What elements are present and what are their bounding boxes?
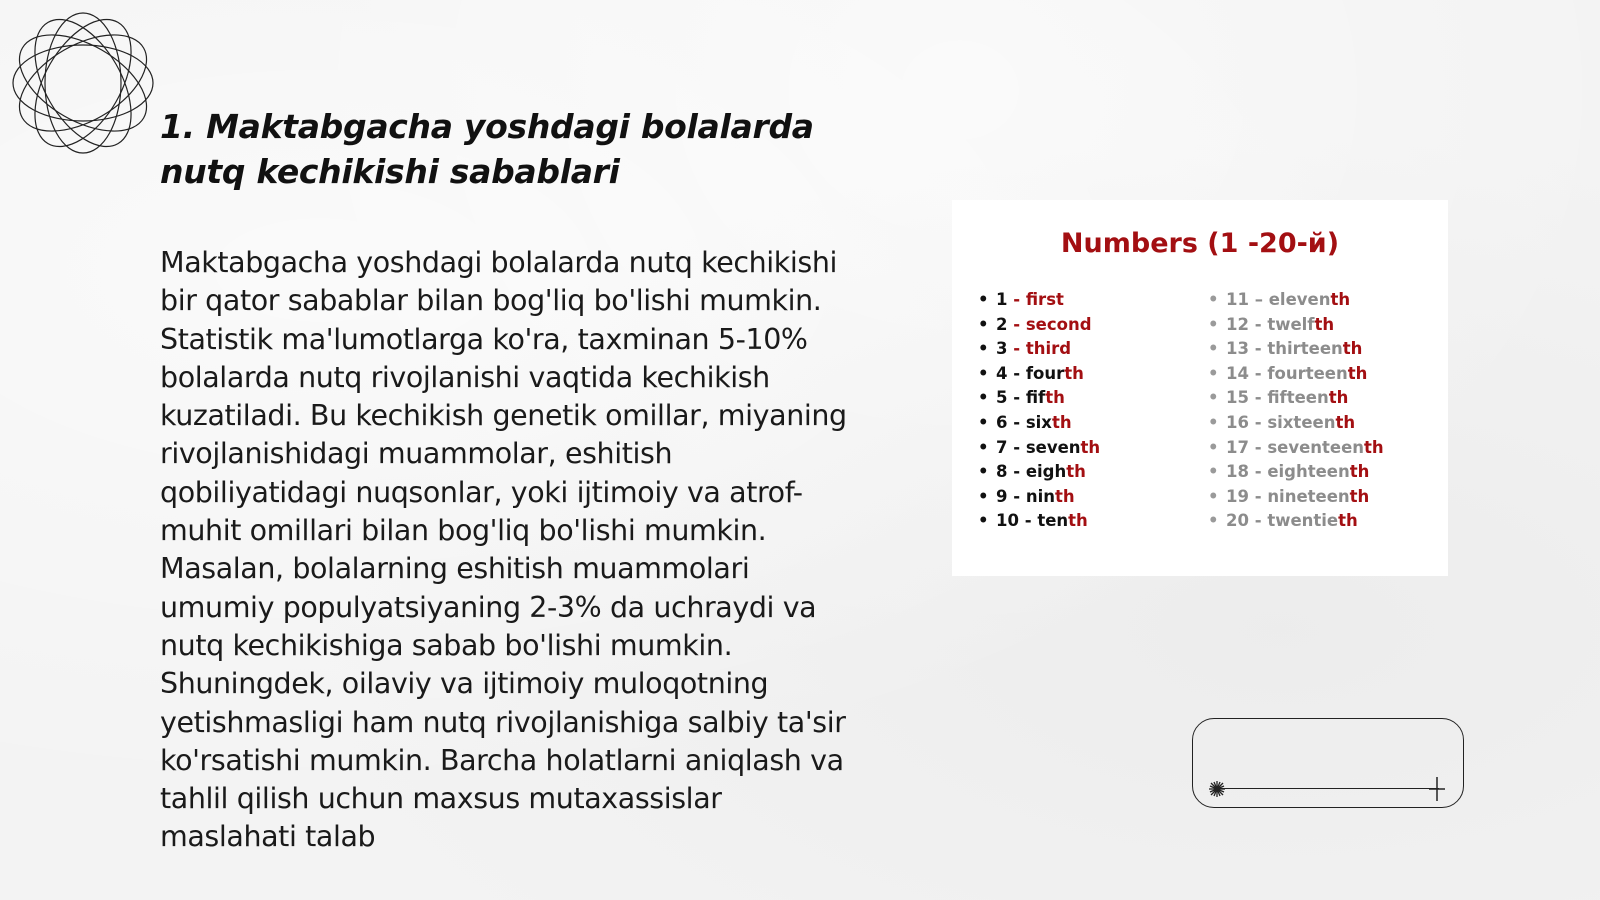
number-item — [978, 411, 1100, 436]
separator: - — [1007, 412, 1026, 432]
ordinal-suffix: th — [1347, 363, 1368, 383]
number: 7 — [996, 437, 1008, 457]
ordinal-suffix: th — [1080, 437, 1101, 457]
bullet: • — [1208, 388, 1219, 408]
ordinal-suffix: th — [1342, 339, 1363, 359]
separator: - — [1248, 314, 1268, 334]
bullet: • — [978, 486, 989, 506]
ordinal-suffix: th — [1349, 462, 1370, 482]
ordinal-suffix: th — [1330, 290, 1351, 309]
number-item — [1208, 460, 1384, 485]
decorative-rounded-box — [1192, 718, 1464, 808]
numbers-left-column — [978, 288, 1100, 534]
separator: - — [1007, 314, 1026, 334]
separator: - — [1007, 437, 1026, 457]
separator: - — [1007, 486, 1026, 506]
bullet: • — [978, 412, 989, 432]
number-item — [1208, 485, 1384, 510]
separator: - — [1007, 363, 1026, 383]
separator: - — [1248, 412, 1268, 432]
ordinal-suffix: th — [1364, 437, 1384, 457]
number: 14 — [1226, 363, 1249, 383]
ordinal-word: seventeen — [1267, 437, 1365, 457]
ordinal-word: six — [1025, 412, 1052, 432]
ordinal-word: eigh — [1025, 462, 1067, 482]
number-item — [978, 288, 1100, 313]
bullet: • — [1208, 290, 1219, 309]
ordinal-word: ten — [1037, 511, 1069, 531]
number: 20 — [1226, 511, 1249, 531]
bullet: • — [1208, 437, 1219, 457]
bullet: • — [1208, 314, 1219, 334]
ordinal-word: fourteen — [1267, 363, 1348, 383]
number-item — [1208, 362, 1384, 387]
ordinal-word: four — [1025, 363, 1065, 383]
number: 16 — [1226, 412, 1249, 432]
bullet: • — [978, 290, 989, 309]
number: 2 — [996, 314, 1008, 334]
bullet: • — [978, 462, 989, 482]
separator: - — [1007, 388, 1026, 408]
slide-body-text: Maktabgacha yoshdagi bolalarda nutq kechikishi bir qator sabablar bilan bog'liq bo'lishi mumkin. Statistik ma'lumotlarga ko'ra, taxminan 5-10% bolalarda nutq rivojlanishi vaqtida kechikish kuzatiladi. Bu kechikish genetik omillar, miyaning rivojlanishidagi muammolar, eshitish qobiliyatidagi nuqsonlar, yoki ijtimoiy va atrof-muhit omillari bilan bog'liq bo'lishi mumkin. Masalan, bolalarning eshitish muammolari umumiy populyatsiyaning 2-3% da uchraydi va nutq kechikishiga sabab bo'lishi mumkin. Shuningdek, oilaviy va ijtimoiy muloqotning yetishmasligi ham nutq rivojlanishiga salbiy ta'sir ko'rsatishi mumkin. Barcha holatlarni aniqlash va tahlil qilish uchun maxsus mutaxassislar maslahati talab — [160, 246, 847, 854]
slide-title: 1. Maktabgacha yoshdagi bolalarda nutq kechikishi sabablari — [160, 107, 814, 191]
separator: - — [1248, 511, 1268, 531]
number-item — [1208, 509, 1384, 534]
number: 19 — [1226, 486, 1249, 506]
separator: - — [1248, 388, 1268, 408]
ordinal-suffix: th — [1328, 388, 1349, 408]
ordinal-word: seven — [1025, 437, 1081, 457]
number-item — [978, 485, 1100, 510]
number-item — [978, 460, 1100, 485]
ordinal-word: third — [1025, 339, 1072, 359]
separator: - — [1018, 511, 1038, 531]
separator: - — [1248, 437, 1268, 457]
number-item — [978, 313, 1100, 338]
ordinal-suffix: th — [1349, 486, 1370, 506]
ordinal-word: nin — [1025, 486, 1055, 506]
ordinal-word: fifteen — [1267, 388, 1329, 408]
ordinal-suffix: th — [1335, 412, 1356, 432]
cross-star-icon — [1425, 776, 1449, 802]
bullet: • — [978, 363, 989, 383]
ordinal-word: twentie — [1267, 511, 1339, 531]
orbit-rings-icon — [8, 8, 158, 158]
ordinal-word: eighteen — [1267, 462, 1350, 482]
number-item — [1208, 337, 1384, 362]
bullet: • — [978, 511, 989, 531]
number: 4 — [996, 363, 1008, 383]
number: 10 — [996, 511, 1019, 531]
separator: - — [1007, 462, 1026, 482]
number-item — [978, 386, 1100, 411]
bullet: • — [1208, 363, 1219, 383]
number: 18 — [1226, 462, 1249, 482]
ordinal-word: thirteen — [1267, 339, 1343, 359]
ordinal-word: nineteen — [1267, 486, 1350, 506]
separator: - — [1248, 486, 1268, 506]
sparkle-icon — [1207, 779, 1227, 799]
ordinal-word: sixteen — [1267, 412, 1336, 432]
number: 15 — [1226, 388, 1249, 408]
bullet: • — [1208, 339, 1219, 359]
number-item — [978, 436, 1100, 461]
separator: - — [1007, 339, 1026, 359]
ordinal-word: twelf — [1267, 314, 1315, 334]
ordinal-suffix: th — [1068, 511, 1088, 531]
number-item — [1208, 386, 1384, 411]
ordinal-suffix: th — [1045, 388, 1065, 408]
number: 9 — [996, 486, 1008, 506]
number-item — [1208, 288, 1384, 313]
decorative-line — [1217, 788, 1439, 789]
ordinal-suffix: th — [1338, 511, 1358, 531]
ordinal-word: second — [1025, 314, 1092, 334]
number: 8 — [996, 462, 1008, 482]
number: 13 — [1226, 339, 1249, 359]
bullet: • — [978, 314, 989, 334]
number: 1 — [996, 290, 1008, 309]
ordinal-word: first — [1025, 290, 1064, 309]
ordinal-suffix: th — [1054, 486, 1075, 506]
bullet: • — [1208, 486, 1219, 506]
number-item — [1208, 411, 1384, 436]
bullet: • — [978, 437, 989, 457]
bullet: • — [1208, 511, 1219, 531]
bullet: • — [1208, 462, 1219, 482]
number: 5 — [996, 388, 1008, 408]
ordinal-suffix: th — [1314, 314, 1335, 334]
number: 12 — [1226, 314, 1249, 334]
numbers-right-column — [1208, 288, 1384, 534]
bullet: • — [978, 388, 989, 408]
number: 3 — [996, 339, 1008, 359]
separator: - — [1248, 339, 1268, 359]
separator: - — [1007, 290, 1026, 309]
number-item — [1208, 313, 1384, 338]
number-item — [978, 509, 1100, 534]
number: 11 — [1226, 290, 1249, 309]
separator: – — [1248, 290, 1269, 309]
ordinal-word: fif — [1025, 388, 1046, 408]
ordinal-suffix: th — [1066, 462, 1086, 482]
number: 6 — [996, 412, 1008, 432]
bullet: • — [1208, 412, 1219, 432]
number-item — [978, 362, 1100, 387]
ordinal-suffix: th — [1064, 363, 1084, 383]
ordinal-suffix: th — [1051, 412, 1072, 432]
number: 17 — [1226, 437, 1249, 457]
number-item — [1208, 436, 1384, 461]
bullet: • — [978, 339, 989, 359]
number-item — [978, 337, 1100, 362]
separator: - — [1248, 462, 1268, 482]
numbers-image — [952, 200, 1448, 576]
ordinal-word: eleven — [1268, 290, 1331, 309]
numbers-heading: Numbers (1 -20-й) — [1060, 228, 1340, 259]
separator: - — [1248, 363, 1268, 383]
